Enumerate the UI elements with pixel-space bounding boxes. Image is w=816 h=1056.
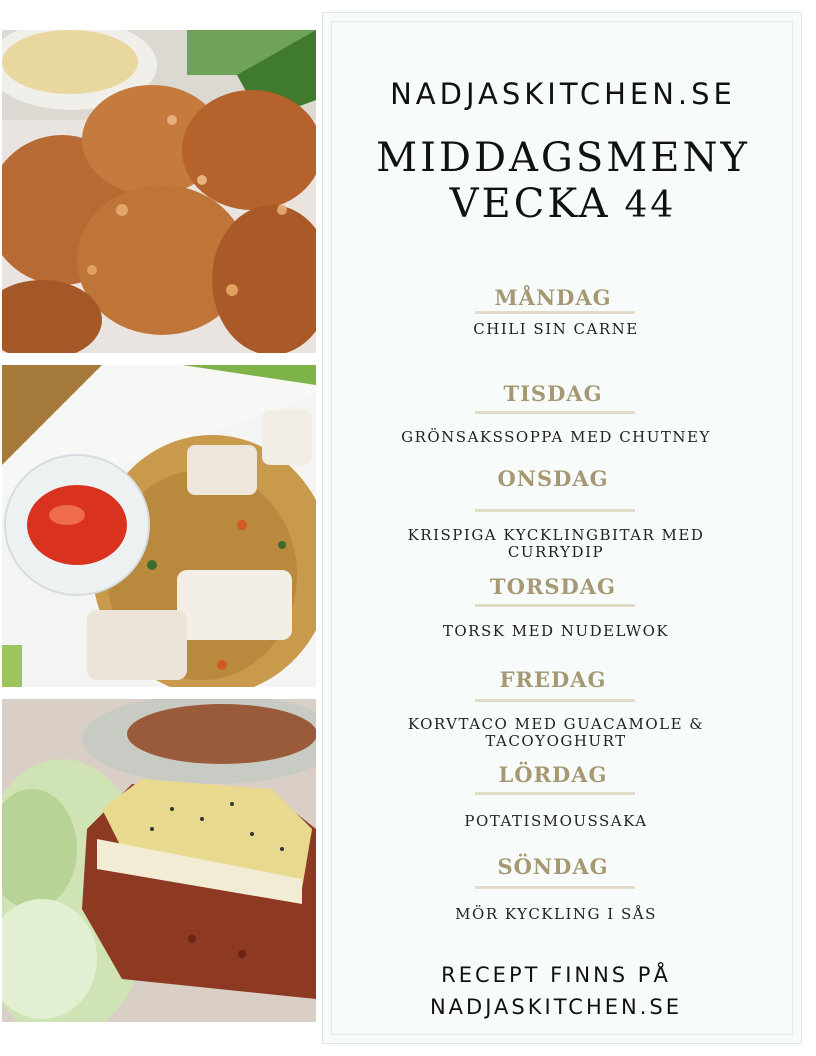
dish-tuesday: GRÖNSAKSSOPPA MED CHUTNEY <box>401 428 711 446</box>
day-wednesday: ONSDAG <box>497 466 609 491</box>
dish-monday: CHILI SIN CARNE <box>473 320 639 338</box>
day-divider <box>475 699 635 702</box>
dish-wednesday-line2: CURRYDIP <box>507 543 605 561</box>
day-divider <box>475 509 635 512</box>
day-friday: FREDAG <box>499 667 607 692</box>
dish-sunday: MÖR KYCKLING I SÅS <box>455 905 657 923</box>
photo-cod-noodles <box>2 365 316 687</box>
dish-friday-line2: TACOYOGHURT <box>485 732 627 750</box>
day-divider <box>475 792 635 795</box>
day-divider <box>475 886 635 889</box>
day-monday: MÅNDAG <box>494 285 612 310</box>
day-divider <box>475 411 635 414</box>
day-thursday: TORSDAG <box>490 574 616 599</box>
dish-thursday: TORSK MED NUDELWOK <box>442 622 670 640</box>
day-sunday: SÖNDAG <box>497 854 609 879</box>
dish-wednesday-line1: KRISPIGA KYCKLINGBITAR MED <box>407 526 705 544</box>
menu-card <box>322 12 802 1044</box>
recipe-note: RECEPT FINNS PÅ <box>441 963 671 987</box>
week-label: VECKA <box>449 181 611 227</box>
day-tuesday: TISDAG <box>503 381 603 406</box>
day-saturday: LÖRDAG <box>498 762 608 787</box>
dish-friday-line1: KORVTACO MED GUACAMOLE & <box>407 715 705 733</box>
photo-crispy-chicken <box>2 30 316 353</box>
site-name: NADJASKITCHEN.SE <box>390 77 736 111</box>
week-title <box>323 181 803 229</box>
menu-title: MIDDAGSMENY <box>376 135 750 181</box>
day-divider <box>475 311 635 314</box>
week-number: 44 <box>624 185 677 226</box>
photo-potato-moussaka <box>2 699 316 1022</box>
dish-saturday: POTATISMOUSSAKA <box>464 812 648 830</box>
day-divider <box>475 604 635 607</box>
footer-site-link[interactable]: NADJASKITCHEN.SE <box>429 995 683 1019</box>
